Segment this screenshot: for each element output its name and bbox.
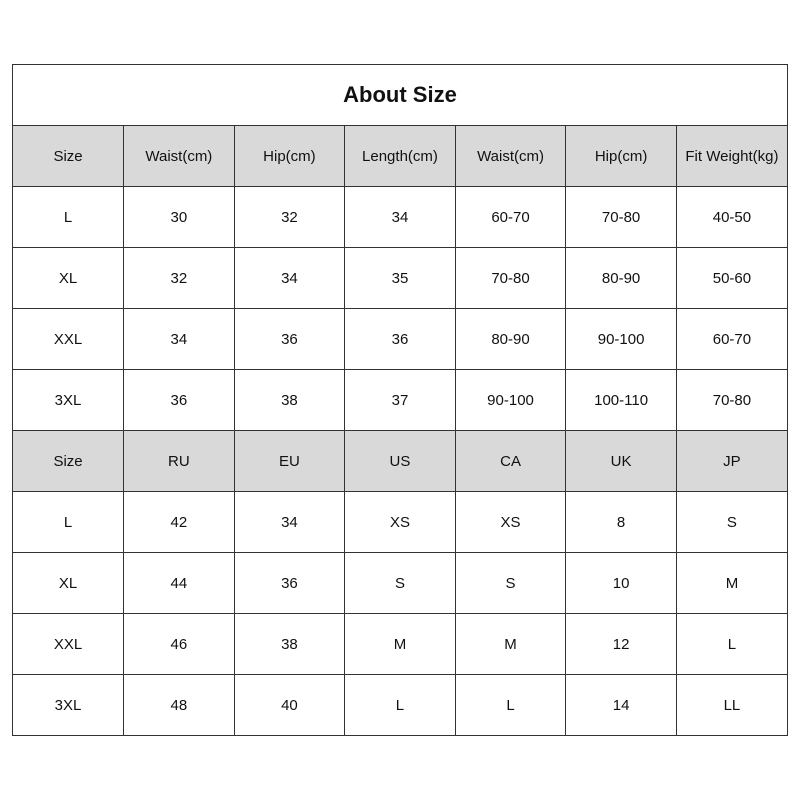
header-cell: Waist(cm) — [124, 126, 235, 187]
table-row — [13, 370, 787, 431]
table-header-row — [13, 126, 787, 187]
table-cell: 34 — [234, 248, 345, 309]
table-cell: L — [455, 675, 566, 736]
table-cell: M — [455, 614, 566, 675]
header-cell: Size — [13, 126, 124, 187]
table-cell: 80-90 — [566, 248, 677, 309]
table-cell: 32 — [124, 248, 235, 309]
table-cell: 90-100 — [455, 370, 566, 431]
table-cell: 34 — [345, 187, 456, 248]
table-cell: 36 — [234, 309, 345, 370]
header-cell: Size — [13, 431, 124, 492]
table-cell: 60-70 — [676, 309, 787, 370]
table-row — [13, 492, 787, 553]
table-cell: 40 — [234, 675, 345, 736]
table-row — [13, 309, 787, 370]
table-row — [13, 248, 787, 309]
table-cell: L — [345, 675, 456, 736]
table-cell: 70-80 — [566, 187, 677, 248]
header-cell: Hip(cm) — [566, 126, 677, 187]
table-cell: 36 — [234, 553, 345, 614]
table-header-row — [13, 431, 787, 492]
table-cell: 48 — [124, 675, 235, 736]
size-table — [13, 126, 787, 735]
table-cell: XL — [13, 553, 124, 614]
table-cell: 36 — [124, 370, 235, 431]
header-cell: Length(cm) — [345, 126, 456, 187]
header-cell: EU — [234, 431, 345, 492]
table-cell: 46 — [124, 614, 235, 675]
table-cell: 37 — [345, 370, 456, 431]
table-cell: 40-50 — [676, 187, 787, 248]
table-cell: 38 — [234, 614, 345, 675]
table-cell: 70-80 — [455, 248, 566, 309]
table-cell: 34 — [234, 492, 345, 553]
table-cell: LL — [676, 675, 787, 736]
table-cell: 3XL — [13, 675, 124, 736]
table-cell: XS — [345, 492, 456, 553]
table-cell: L — [676, 614, 787, 675]
table-cell: XS — [455, 492, 566, 553]
table-cell: 8 — [566, 492, 677, 553]
table-cell: 50-60 — [676, 248, 787, 309]
table-cell: 30 — [124, 187, 235, 248]
table-row — [13, 187, 787, 248]
header-cell: Fit Weight(kg) — [676, 126, 787, 187]
table-row — [13, 553, 787, 614]
table-cell: S — [676, 492, 787, 553]
table-cell: S — [455, 553, 566, 614]
table-cell: L — [13, 492, 124, 553]
table-cell: 60-70 — [455, 187, 566, 248]
table-cell: M — [345, 614, 456, 675]
table-cell: 80-90 — [455, 309, 566, 370]
table-cell: 36 — [345, 309, 456, 370]
table-cell: 34 — [124, 309, 235, 370]
table-cell: 10 — [566, 553, 677, 614]
table-cell: 14 — [566, 675, 677, 736]
table-cell: 42 — [124, 492, 235, 553]
table-cell: XL — [13, 248, 124, 309]
table-row — [13, 675, 787, 736]
header-cell: JP — [676, 431, 787, 492]
header-cell: Hip(cm) — [234, 126, 345, 187]
table-cell: XXL — [13, 309, 124, 370]
table-cell: 90-100 — [566, 309, 677, 370]
header-cell: US — [345, 431, 456, 492]
table-cell: XXL — [13, 614, 124, 675]
table-cell: 3XL — [13, 370, 124, 431]
table-cell: M — [676, 553, 787, 614]
size-chart — [12, 64, 788, 736]
table-cell: 32 — [234, 187, 345, 248]
table-cell: 38 — [234, 370, 345, 431]
table-cell: 12 — [566, 614, 677, 675]
table-row — [13, 614, 787, 675]
header-cell: UK — [566, 431, 677, 492]
table-cell: L — [13, 187, 124, 248]
chart-title: About Size — [13, 65, 787, 126]
table-cell: S — [345, 553, 456, 614]
header-cell: Waist(cm) — [455, 126, 566, 187]
header-cell: RU — [124, 431, 235, 492]
table-cell: 44 — [124, 553, 235, 614]
header-cell: CA — [455, 431, 566, 492]
table-cell: 35 — [345, 248, 456, 309]
table-cell: 70-80 — [676, 370, 787, 431]
table-cell: 100-110 — [566, 370, 677, 431]
